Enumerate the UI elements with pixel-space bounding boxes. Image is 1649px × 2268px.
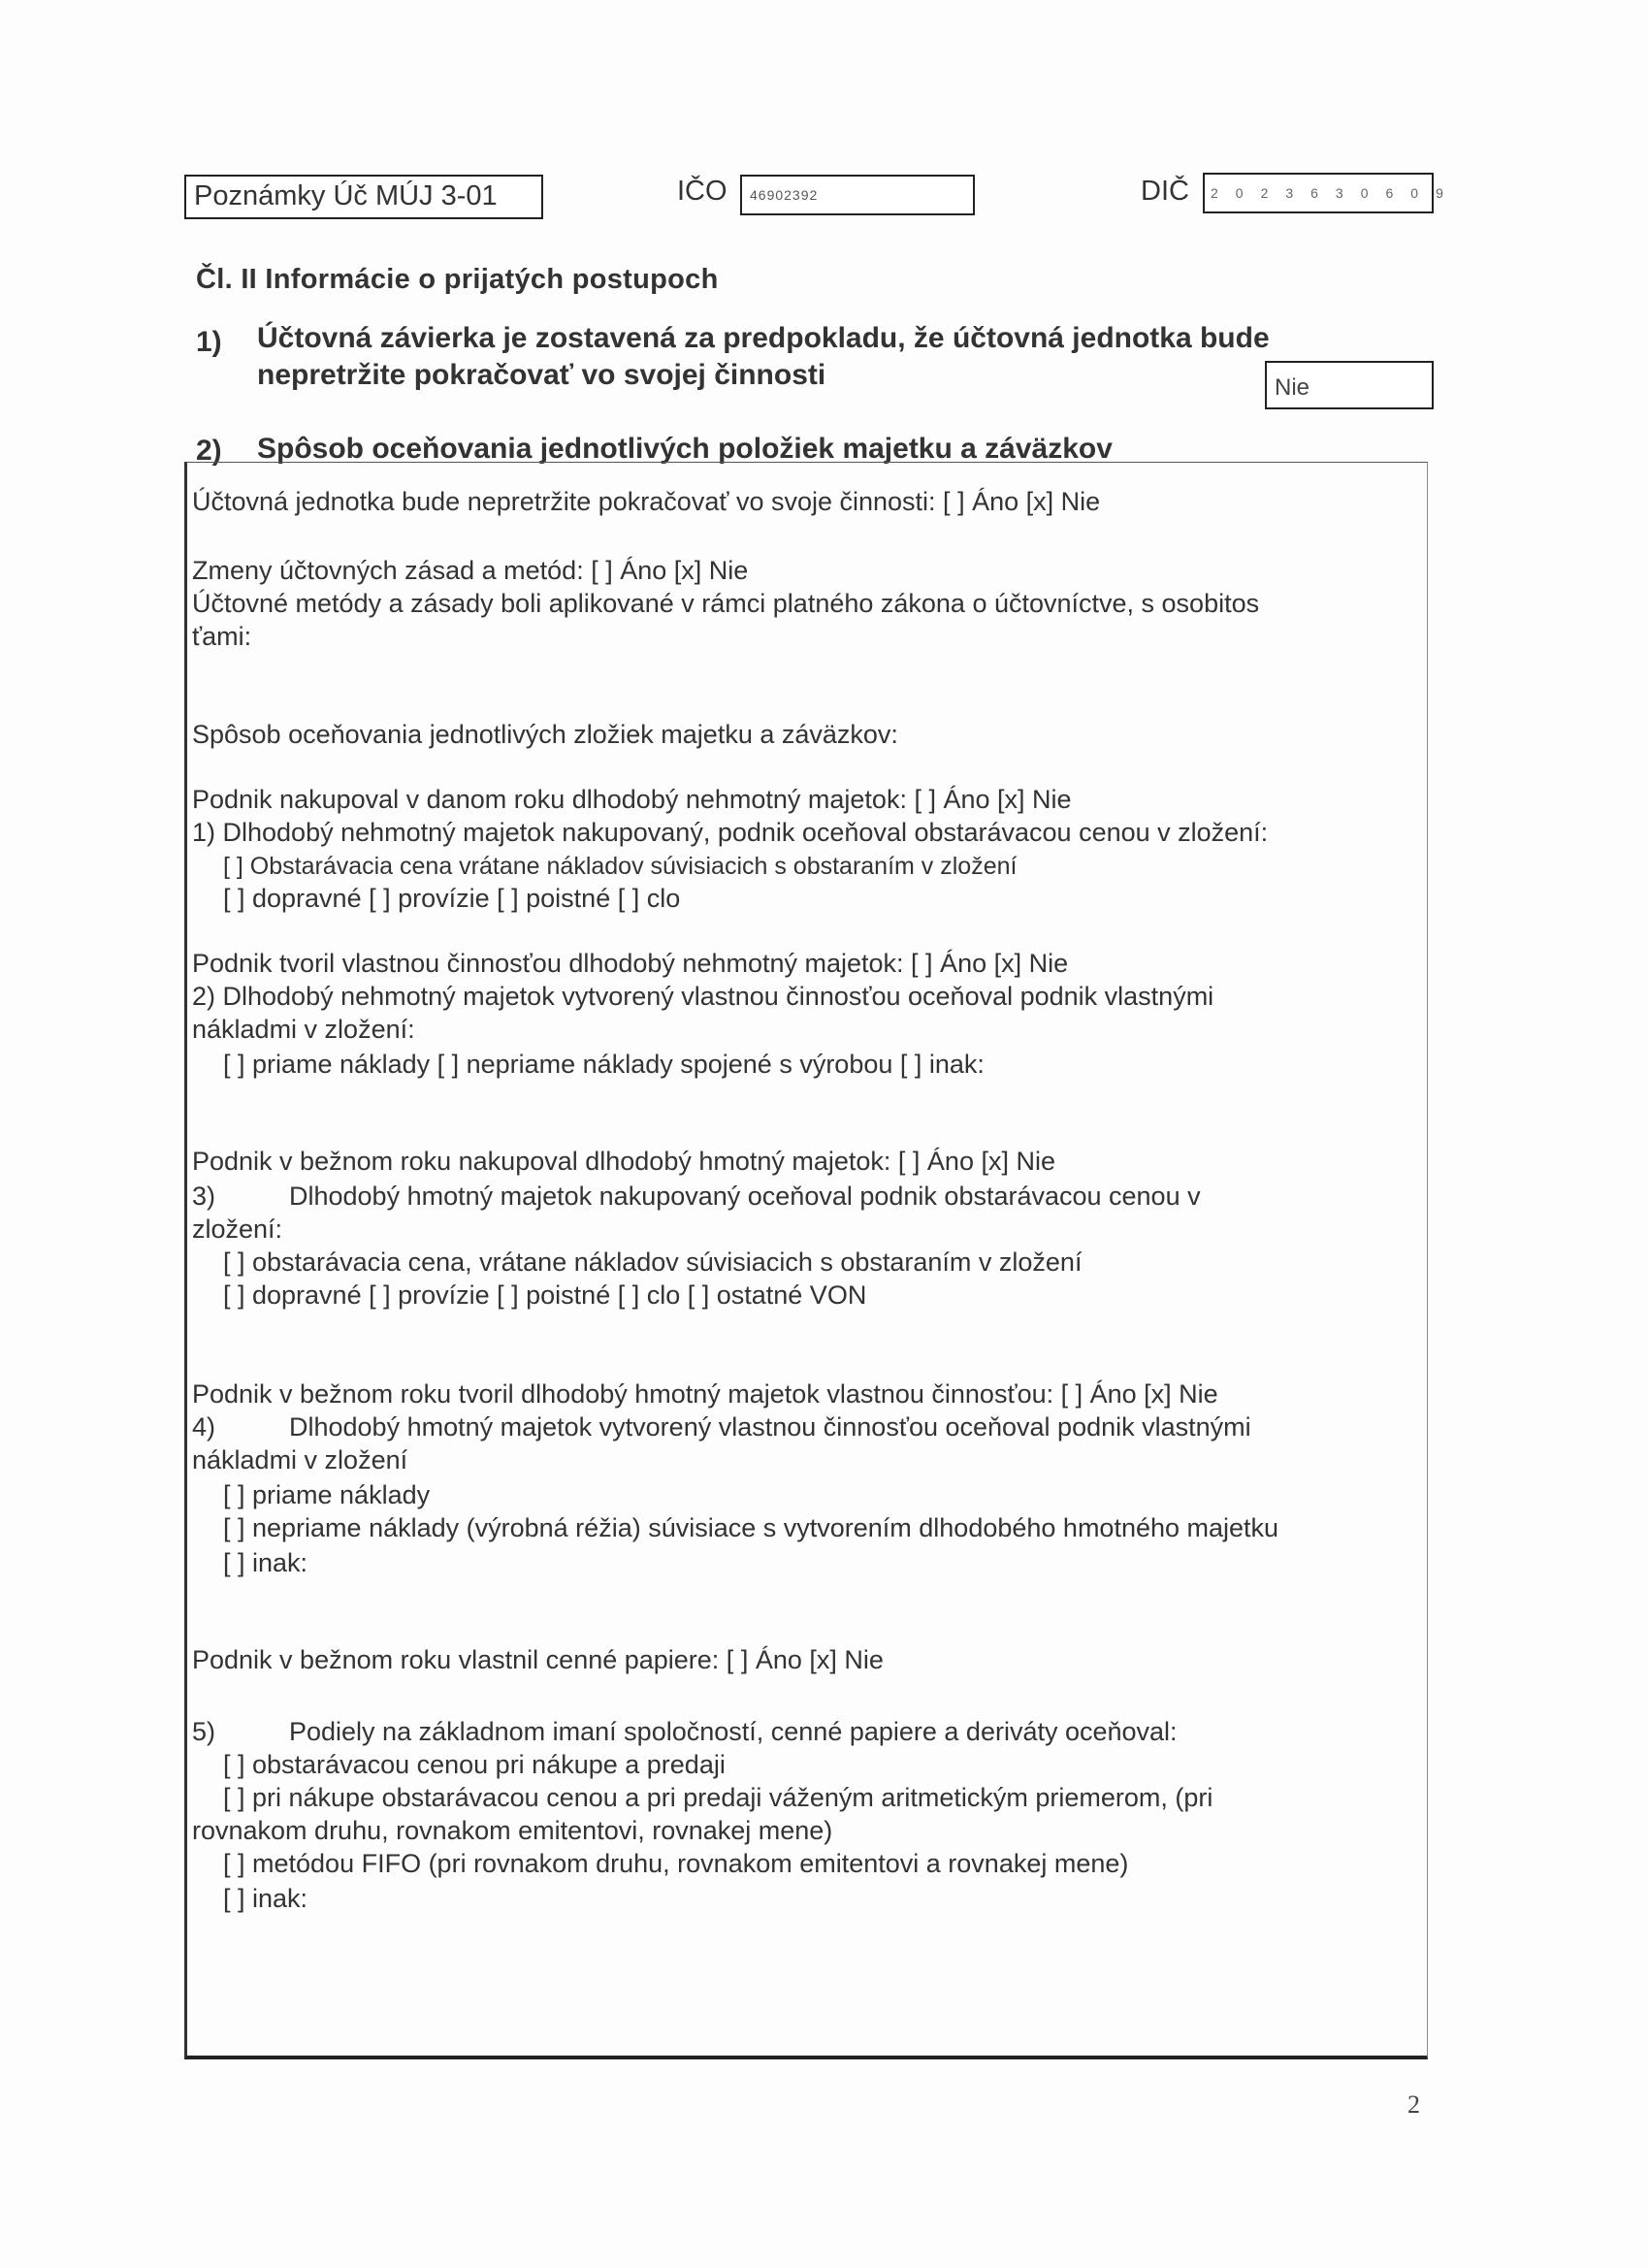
tangible-own-number: 4) xyxy=(192,1412,216,1442)
intangible-purchased-question: Podnik nakupoval v danom roku dlhodobý nehmotný majetok: [ ] Áno [x] Nie xyxy=(192,785,1072,814)
intangible-own-question: Podnik tvoril vlastnou činnosťou dlhodobý nehmotný majetok: [ ] Áno [x] Nie xyxy=(192,949,1069,978)
tangible-purchased-number: 3) xyxy=(192,1182,216,1211)
securities-question: Podnik v bežnom roku vlastnil cenné papiere: [ ] Áno [x] Nie xyxy=(192,1645,884,1674)
securities-number: 5) xyxy=(192,1717,216,1746)
dic-value: 2023630609 xyxy=(1211,185,1461,201)
tangible-purchased-line-2: zložení: xyxy=(192,1215,283,1244)
going-concern-line: Účtovná jednotka bude nepretržite pokračovať vo svoje činnosti: [ ] Áno [x] Nie xyxy=(192,487,1101,516)
securities-option-2: [ ] pri nákupe obstarávacou cenou a pri predaji váženým aritmetickým priemerom, (pri xyxy=(223,1783,1213,1812)
intangible-purchased-option-1: [ ] Obstarávacia cena vrátane nákladov súvisiacich s obstaraním v zložení xyxy=(223,853,1018,880)
securities-option-2-cont: rovnakom druhu, rovnakom emitentovi, rovnakej mene) xyxy=(192,1816,833,1845)
item1-number: 1) xyxy=(196,326,222,358)
valuation-heading: Spôsob oceňovania jednotlivých zložiek majetku a záväzkov: xyxy=(192,720,898,749)
securities-option-3: [ ] metódou FIFO (pri rovnakom druhu, rovnakom emitentovi a rovnakej mene) xyxy=(223,1849,1129,1878)
dic-field xyxy=(1203,173,1461,213)
intangible-own-options: [ ] priame náklady [ ] nepriame náklady spojené s výrobou [ ] inak: xyxy=(223,1050,985,1079)
form-label: Poznámky Úč MÚJ 3-01 xyxy=(194,180,498,211)
ico-value: 46902392 xyxy=(750,187,819,203)
policy-change-line: Zmeny účtovných zásad a metód: [ ] Áno [x] Nie xyxy=(192,556,749,585)
tangible-own-option-1: [ ] priame náklady xyxy=(223,1480,431,1509)
securities-option-1: [ ] obstarávacou cenou pri nákupe a predaji xyxy=(223,1750,726,1779)
tangible-purchased-option-2: [ ] dopravné [ ] provízie [ ] poistné [ ] clo [ ] ostatné VON xyxy=(223,1280,867,1310)
intangible-own-line: 2) Dlhodobý nehmotný majetok vytvorený vlastnou činnosťou oceňoval podnik vlastnými xyxy=(192,982,1214,1011)
tangible-purchased-line: Dlhodobý hmotný majetok nakupovaný oceňoval podnik obstarávacou cenou v xyxy=(289,1182,1201,1211)
intangible-own-line-2: nákladmi v zložení: xyxy=(192,1015,415,1044)
tangible-own-option-2: [ ] nepriame náklady (výrobná réžia) súvisiace s vytvorením dlhodobého hmotného majetku xyxy=(223,1513,1279,1542)
intangible-purchased-line: 1) Dlhodobý nehmotný majetok nakupovaný, podnik oceňoval obstarávacou cenou v zložení: xyxy=(192,818,1269,847)
page-number: 2 xyxy=(1407,2090,1420,2119)
item2-number: 2) xyxy=(196,435,222,467)
intangible-purchased-option-2: [ ] dopravné [ ] provízie [ ] poistné [ ] clo xyxy=(223,884,681,913)
securities-line: Podiely na základnom imaní spoločností, cenné papiere a deriváty oceňoval: xyxy=(289,1717,1178,1746)
policy-applied-line: Účtovné metódy a zásady boli aplikované v rámci platného zákona o účtovníctve, s osobitos xyxy=(192,589,1260,618)
form-label-box xyxy=(184,175,543,219)
item2-title: Spôsob oceňovania jednotlivých položiek majetku a záväzkov xyxy=(257,433,1113,465)
tangible-own-line-2: nákladmi v zložení xyxy=(192,1445,408,1474)
securities-option-4: [ ] inak: xyxy=(223,1884,308,1913)
ico-label: IČO xyxy=(677,176,728,207)
tangible-purchased-question: Podnik v bežnom roku nakupoval dlhodobý hmotný majetok: [ ] Áno [x] Nie xyxy=(192,1147,1055,1176)
tangible-own-line: Dlhodobý hmotný majetok vytvorený vlastnou činnosťou oceňoval podnik vlastnými xyxy=(289,1412,1251,1442)
tangible-purchased-option-1: [ ] obstarávacia cena, vrátane nákladov súvisiacich s obstaraním v zložení xyxy=(223,1247,1083,1277)
section-title: Čl. II Informácie o prijatých postupoch xyxy=(196,264,719,295)
item1-answer: Nie xyxy=(1275,374,1310,401)
policy-applied-line-2: ťami: xyxy=(192,622,252,651)
item1-answer-box xyxy=(1265,361,1434,409)
tangible-own-option-3: [ ] inak: xyxy=(223,1548,308,1577)
item1-line2: nepretržite pokračovať vo svojej činnosti xyxy=(257,359,826,391)
tangible-own-question: Podnik v bežnom roku tvoril dlhodobý hmotný majetok vlastnou činnosťou: [ ] Áno [x] Nie xyxy=(192,1379,1218,1409)
item1-line1: Účtovná závierka je zostavená za predpokladu, že účtovná jednotka bude xyxy=(257,322,1270,354)
ico-field xyxy=(740,175,975,215)
dic-label: DIČ xyxy=(1141,176,1189,207)
